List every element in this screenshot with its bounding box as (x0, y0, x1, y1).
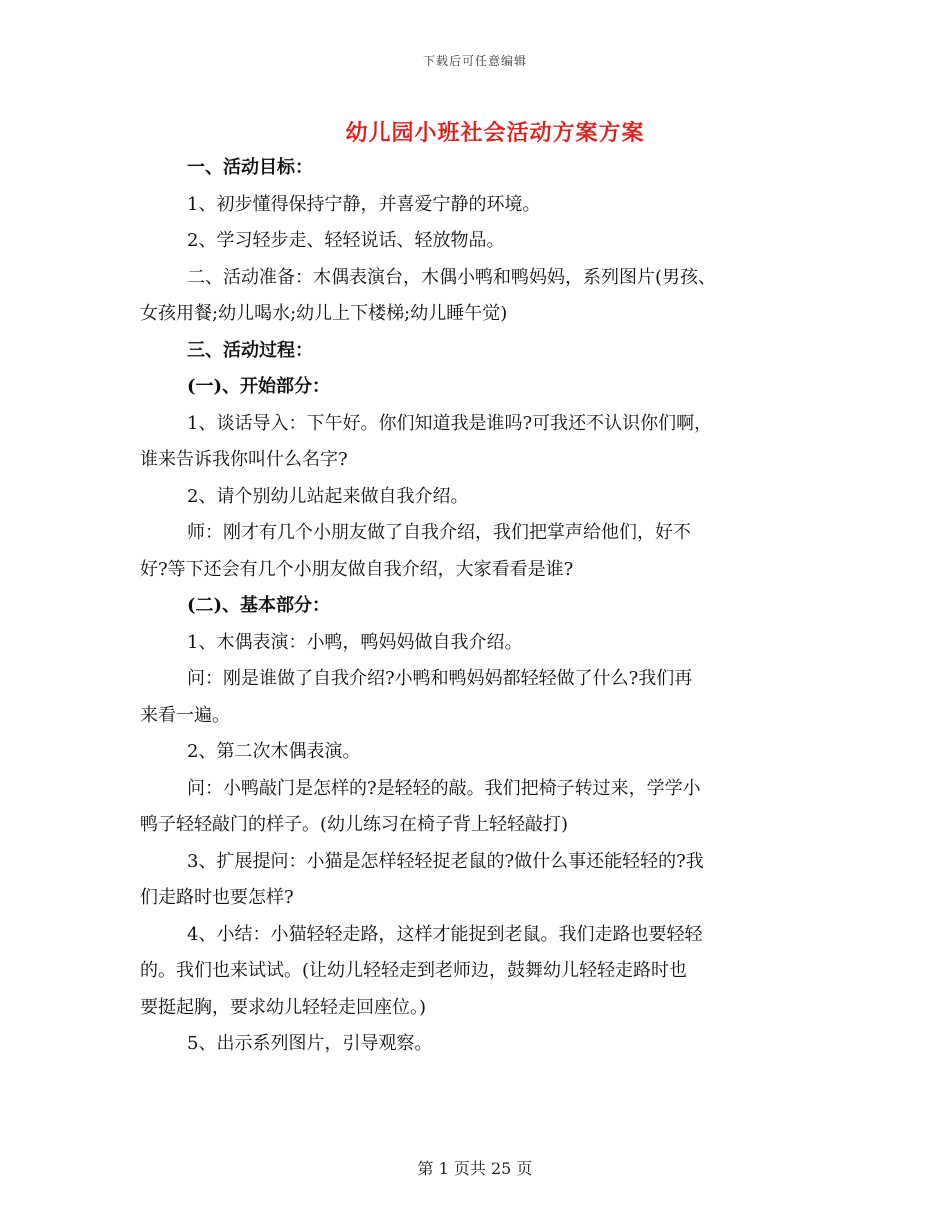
section-heading: (二)、基本部分： (187, 595, 331, 616)
paragraph-line: 1、初步懂得保持宁静，并喜爱宁静的环境。 (187, 193, 541, 215)
page-footer: 第 1 页共 25 页 (417, 1159, 533, 1178)
document-title: 幼儿园小班社会活动方案方案 (345, 120, 645, 146)
paragraph-line: 3、扩展提问：小猫是怎样轻轻捉老鼠的?做什么事还能轻轻的?我 (187, 850, 704, 872)
paragraph-line: 来看一遍。 (140, 704, 230, 726)
section-heading: 一、活动目标： (187, 157, 313, 178)
paragraph-line: 女孩用餐;幼儿喝水;幼儿上下楼梯;幼儿睡午觉) (140, 303, 508, 324)
paragraph-line: 谁来告诉我你叫什么名字? (140, 449, 348, 470)
paragraph-line: 1、谈话导入：下午好。你们知道我是谁吗?可我还不认识你们啊， (187, 412, 713, 434)
paragraph-line: 4、小结：小猫轻轻走路，这样才能捉到老鼠。我们走路也要轻轻 (187, 923, 703, 945)
paragraph-line: 2、学习轻步走、轻轻说话、轻放物品。 (187, 230, 505, 251)
header-note: 下载后可任意编辑 (422, 54, 527, 68)
paragraph-line: 2、第二次木偶表演。 (187, 741, 361, 762)
paragraph-line: 要挺起胸，要求幼儿轻轻走回座位。) (140, 996, 427, 1018)
paragraph-line: 5、出示系列图片，引导观察。 (187, 1033, 433, 1054)
paragraph-line: 问：刚是谁做了自我介绍?小鸭和鸭妈妈都轻轻做了什么?我们再 (187, 668, 693, 689)
paragraph-line: 问：小鸭敲门是怎样的?是轻轻的敲。我们把椅子转过来，学学小 (187, 777, 701, 799)
paragraph-line: 的。我们也来试试。(让幼儿轻轻走到老师边，鼓舞幼儿轻轻走路时也 (140, 960, 688, 981)
paragraph-line: 好?等下还会有几个小朋友做自我介绍，大家看看是谁? (140, 558, 574, 580)
paragraph-line: 1、木偶表演：小鸭，鸭妈妈做自我介绍。 (187, 631, 523, 653)
paragraph-line: 2、请个别幼儿站起来做自我介绍。 (187, 485, 469, 507)
paragraph-line: 二、活动准备：木偶表演台，木偶小鸭和鸭妈妈，系列图片(男孩、 (187, 266, 717, 288)
paragraph-line: 鸭子轻轻敲门的样子。(幼儿练习在椅子背上轻轻敲打) (140, 814, 569, 835)
paragraph-line: 们走路时也要怎样? (140, 887, 294, 908)
section-heading: 三、活动过程： (187, 339, 313, 361)
document-body (140, 150, 820, 1063)
paragraph-line: 师：刚才有几个小朋友做了自我介绍，我们把掌声给他们，好不 (187, 522, 691, 543)
section-heading: (一)、开始部分： (187, 376, 331, 397)
